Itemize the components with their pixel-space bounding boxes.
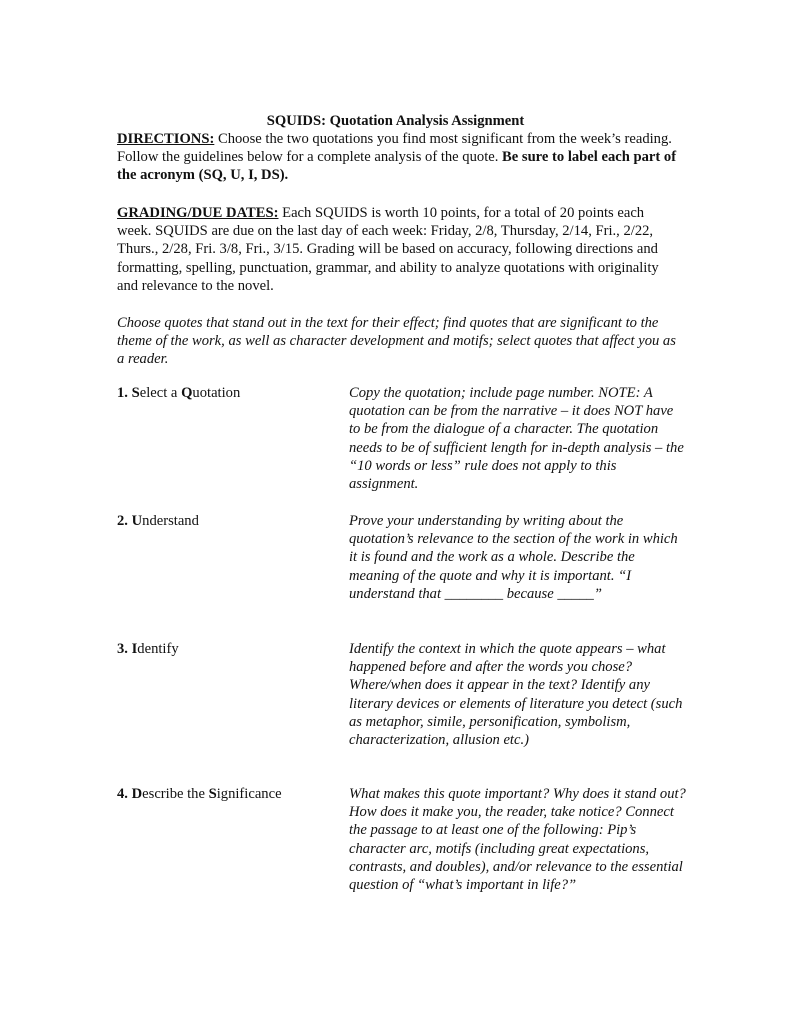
step-number: 4.: [117, 786, 128, 802]
step-number: 3.: [117, 641, 128, 657]
quote-selection-note: Choose quotes that stand out in the text for their effect; find quotes that are significant to the theme of the work, as well as character development and motifs; select quotes that affect you as a reader.: [117, 315, 676, 368]
page-title: SQUIDS: Quotation Analysis Assignment: [266, 113, 525, 129]
grading-text: Each SQUIDS is worth 10 points, for a total of 20 points each week. SQUIDS are due on the last day of each week: Friday, 2/8, Thursday, 2/14, Fri., 2/22, Thurs., 2/28, Fri. 3/8, Fri., 3/15. Grading will be based on accuracy, following directions and formatting, spelling, punctuation, grammar, and ability to analyze quotations with originality and relevance to the novel.: [117, 205, 659, 294]
grading-label: GRADING/DUE DATES:: [117, 205, 279, 221]
step-title: Select a Quotation: [131, 385, 241, 401]
step-description: Identify the context in which the quote appears – what happened before and after the words you chose? Where/when does it appear in the text? Identify any literary devices or elements of literature you detect (such as metaphor, simile, personification, symbolism, characterization, allusion etc.): [349, 641, 683, 749]
directions-label: DIRECTIONS:: [117, 131, 215, 147]
step-description: Copy the quotation; include page number. NOTE: A quotation can be from the narrative – it does NOT have to be from the dialogue of a character. The quotation needs to be of sufficient length for in-depth analysis – the “10 words or less” rule does not apply to this assignment.: [349, 385, 684, 493]
step-title: Understand: [131, 513, 199, 529]
step-label: [117, 640, 337, 658]
step-number: 1.: [117, 385, 128, 401]
step-label: [117, 512, 337, 530]
directions-bold-text: Be sure to label each part of the acronym (SQ, U, I, DS).: [117, 149, 677, 184]
step-description: Prove your understanding by writing about the quotation’s relevance to the section of the work in which it is found and the work as a whole. Describe the meaning of the quote and why it is important. “I understand that ________ because _____”: [349, 513, 678, 602]
directions-paragraph: [117, 130, 677, 185]
step-title: Describe the Significance: [131, 786, 282, 802]
step-label: [117, 785, 337, 803]
grading-paragraph: [117, 204, 677, 295]
step-label: [117, 384, 337, 402]
directions-text: Choose the two quotations you find most significant from the week’s reading. Follow the guidelines below for a complete analysis of the quote.: [117, 131, 672, 166]
step-title: Identify: [131, 641, 179, 657]
step-number: 2.: [117, 513, 128, 529]
step-description: What makes this quote important? Why does it stand out? How does it make you, the reader, take notice? Connect the passage to at least one of the following: Pip’s character arc, motifs (including great expectations, contrasts, and doubles), and/or relevance to the essential question of “what’s important in life?”: [349, 786, 686, 894]
